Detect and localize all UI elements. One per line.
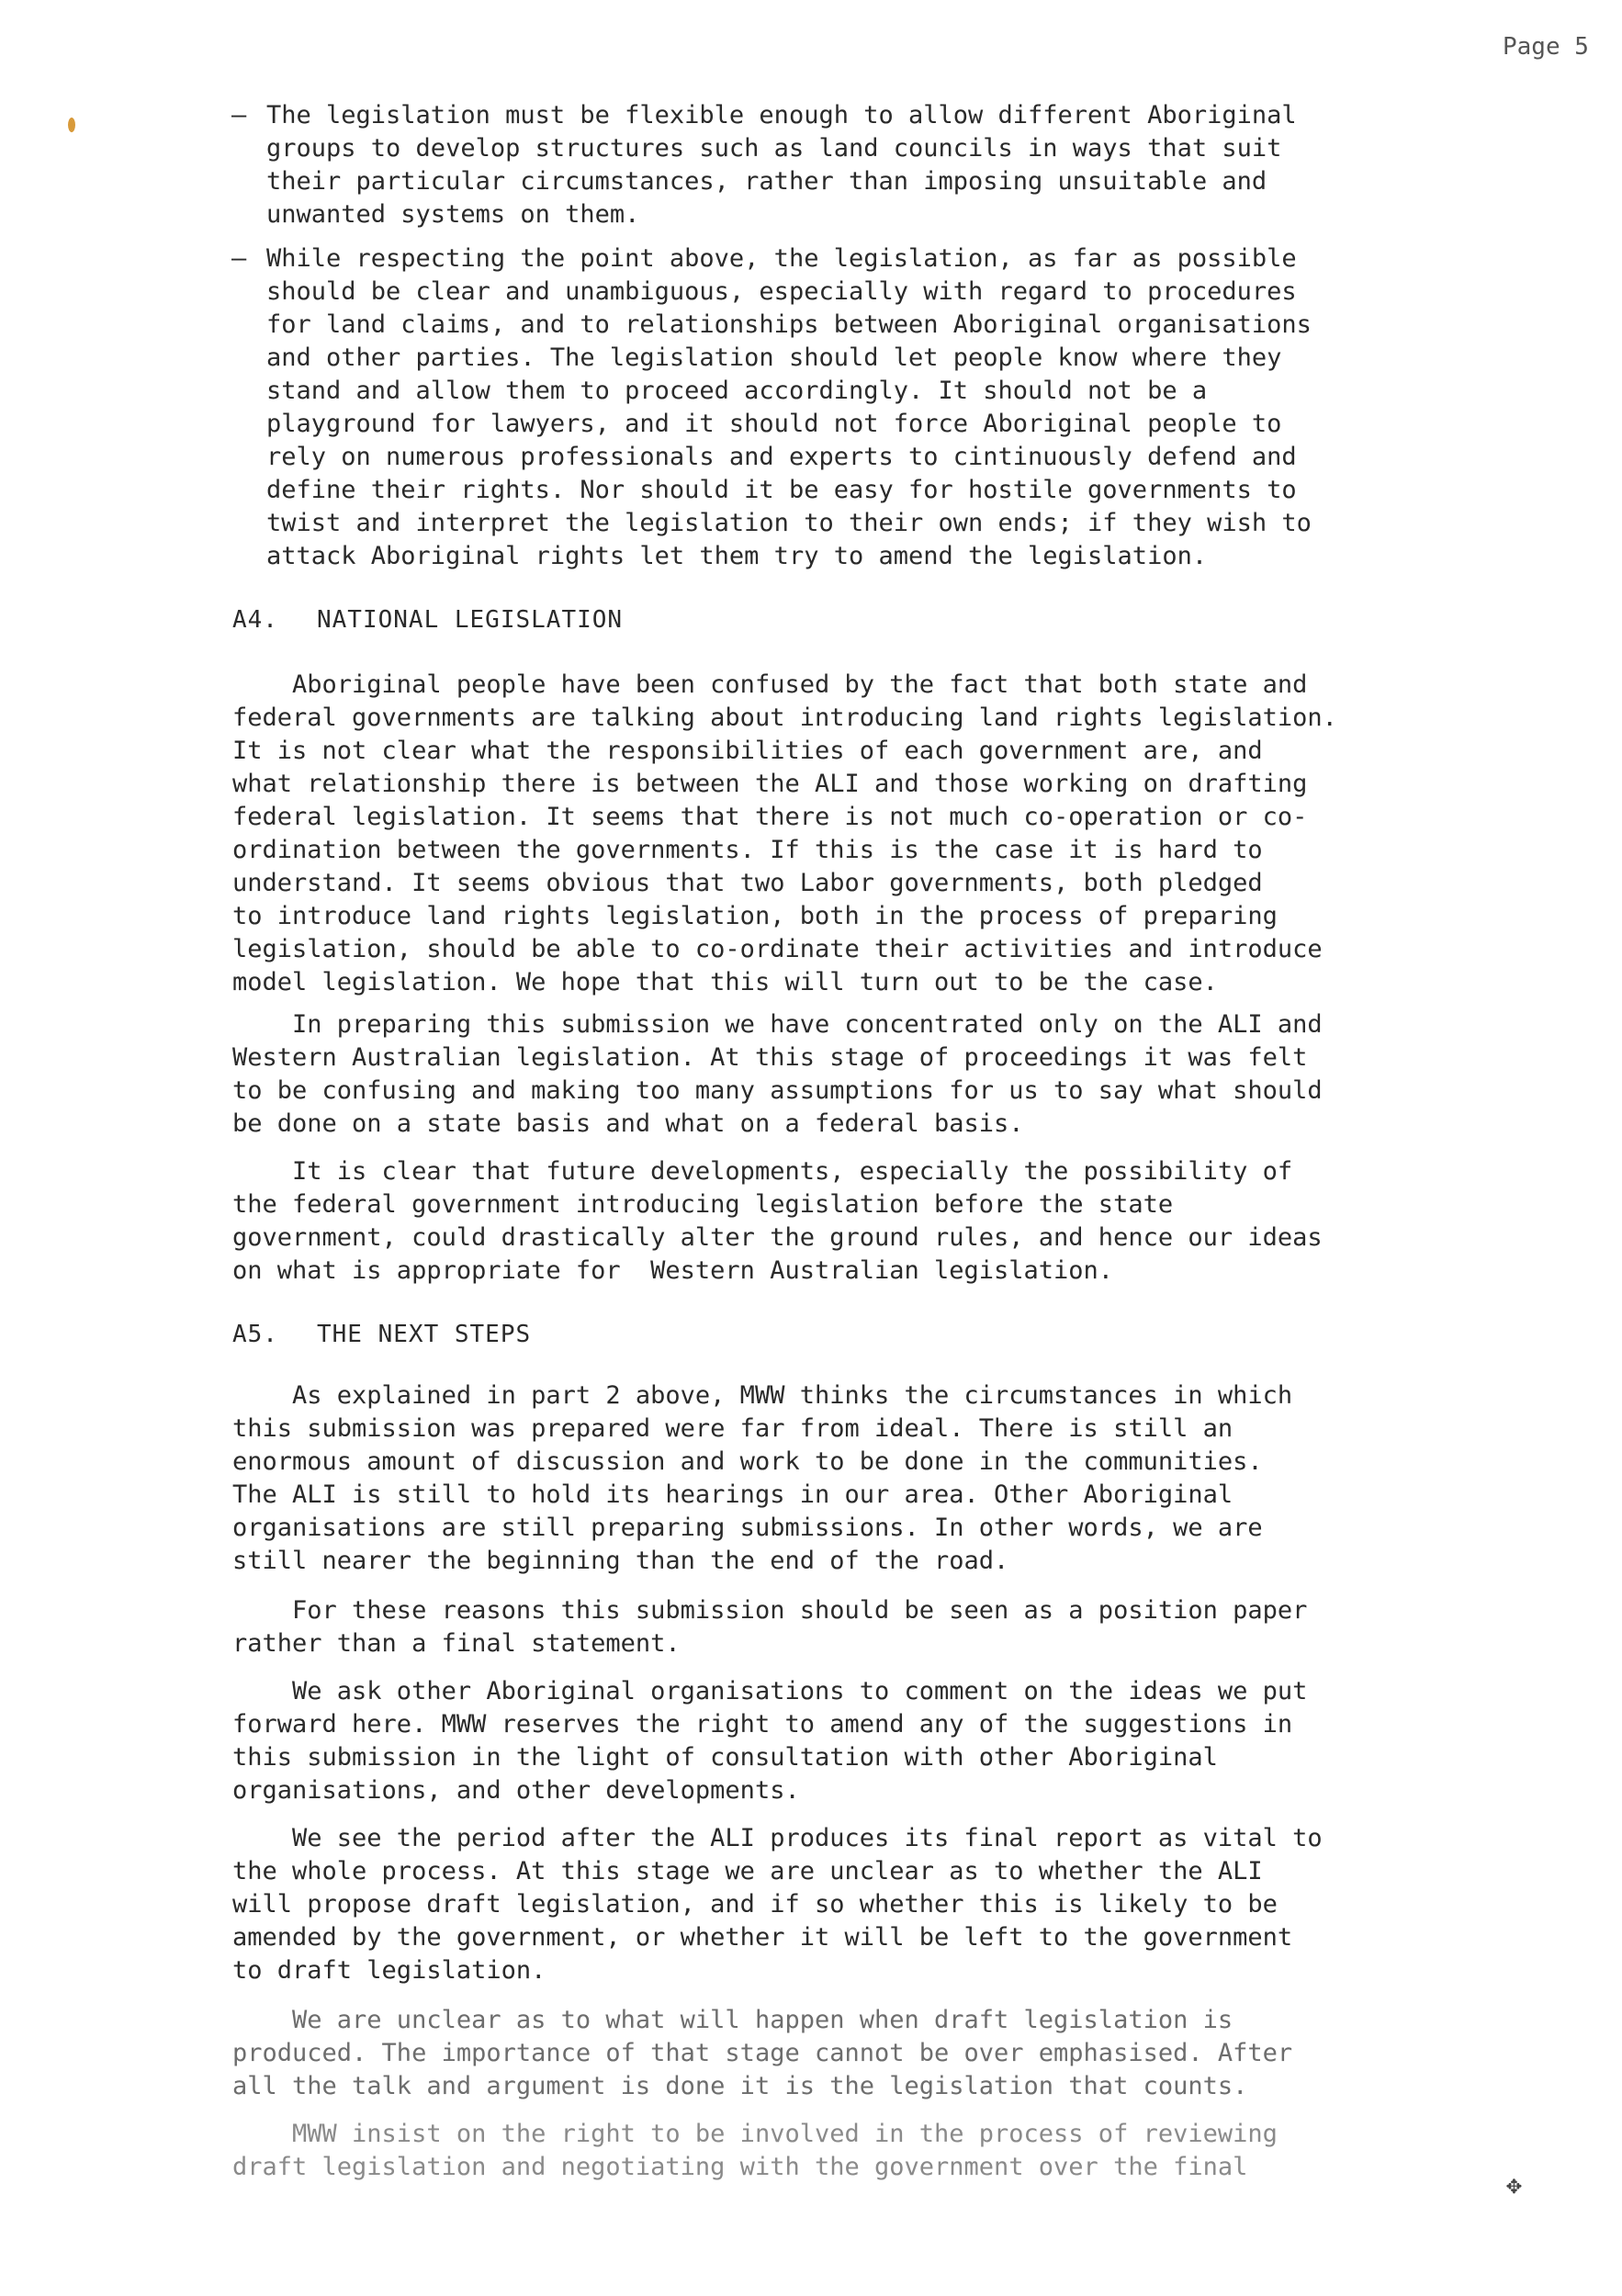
text-line: rather than a final statement. <box>232 1629 681 1658</box>
text-line: federal legislation. It seems that there is not much co-operation or co- <box>232 803 1308 831</box>
text-line: legislation, should be able to co-ordinate their activities and introduce <box>232 935 1323 963</box>
text-line: unwanted systems on them. <box>266 200 640 229</box>
text-line: for land claims, and to relationships between Aboriginal organisations <box>266 310 1312 339</box>
text-line: We are unclear as to what will happen when draft legislation is <box>232 2006 1233 2034</box>
paragraph <box>232 1822 1537 1987</box>
text-line: Western Australian legislation. At this stage of proceedings it was felt <box>232 1043 1308 1072</box>
text-line: ordination between the governments. If this is the case it is hard to <box>232 836 1263 864</box>
text-line: MWW insist on the right to be involved in the process of reviewing <box>232 2120 1278 2148</box>
text-line: The legislation must be flexible enough to allow different Aboriginal <box>266 101 1297 129</box>
text-line: their particular circumstances, rather than imposing unsuitable and <box>266 167 1267 196</box>
bullet-item-clarity <box>231 242 1499 573</box>
text-line: model legislation. We hope that this will turn out to be the case. <box>232 968 1218 996</box>
section-heading-a4 <box>232 606 623 634</box>
text-line: While respecting the point above, the legislation, as far as possible <box>266 244 1297 273</box>
text-line: twist and interpret the legislation to their own ends; if they wish to <box>266 509 1312 537</box>
paragraph <box>232 669 1537 999</box>
text-line: this submission was prepared were far from ideal. There is still an <box>232 1414 1233 1443</box>
paragraph <box>232 1008 1537 1141</box>
text-line: groups to develop structures such as land councils in ways that suit <box>266 134 1282 163</box>
page-number: Page 5 <box>1503 33 1589 61</box>
bullet-dash: – <box>231 244 247 273</box>
section-number: A5. <box>232 1321 278 1348</box>
text-line: to be confusing and making too many assumptions for us to say what should <box>232 1076 1323 1105</box>
paragraph <box>232 1594 1537 1660</box>
paragraph <box>232 2004 1537 2103</box>
text-line: this submission in the light of consultation with other Aboriginal <box>232 1743 1218 1772</box>
section-title: NATIONAL LEGISLATION <box>317 606 624 634</box>
paragraph <box>232 1675 1537 1807</box>
text-line: We ask other Aboriginal organisations to comment on the ideas we put <box>232 1677 1308 1705</box>
text-line: It is not clear what the responsibilities of each government are, and <box>232 737 1263 765</box>
paragraph <box>232 2118 1537 2184</box>
text-line: produced. The importance of that stage cannot be over emphasised. After <box>232 2039 1293 2067</box>
section-heading-a5 <box>232 1321 531 1348</box>
text-line: what relationship there is between the ALI and those working on drafting <box>232 770 1308 798</box>
text-line: define their rights. Nor should it be easy for hostile governments to <box>266 476 1297 504</box>
paragraph <box>232 1155 1537 1288</box>
text-line: on what is appropriate for Western Australian legislation. <box>232 1256 1114 1285</box>
text-line: It is clear that future developments, especially the possibility of <box>232 1157 1293 1186</box>
text-line: to draft legislation. <box>232 1956 546 1985</box>
text-line: still nearer the beginning than the end of the road. <box>232 1547 1009 1575</box>
text-line: In preparing this submission we have concentrated only on the ALI and <box>232 1010 1323 1039</box>
text-line: Aboriginal people have been confused by the fact that both state and <box>232 670 1308 699</box>
text-line: will propose draft legislation, and if so whether this is likely to be <box>232 1890 1278 1919</box>
bullet-dash: – <box>231 101 247 129</box>
text-line: the whole process. At this stage we are unclear as to whether the ALI <box>232 1857 1263 1885</box>
text-line: draft legislation and negotiating with the government over the final <box>232 2153 1248 2181</box>
text-line: should be clear and unambiguous, especially with regard to procedures <box>266 277 1297 306</box>
section-number: A4. <box>232 606 278 634</box>
text-line: playground for lawyers, and it should not force Aboriginal people to <box>266 410 1282 438</box>
bullet-item-flexibility <box>231 99 1499 231</box>
text-line: all the talk and argument is done it is the legislation that counts. <box>232 2072 1248 2100</box>
text-line: attack Aboriginal rights let them try to amend the legislation. <box>266 542 1208 570</box>
text-line: We see the period after the ALI produces its final report as vital to <box>232 1824 1323 1852</box>
text-line: enormous amount of discussion and work to be done in the communities. <box>232 1447 1263 1476</box>
text-line: federal governments are talking about introducing land rights legislation. <box>232 703 1337 732</box>
text-line: and other parties. The legislation should let people know where they <box>266 343 1282 372</box>
text-line: organisations are still preparing submissions. In other words, we are <box>232 1514 1263 1542</box>
text-line: stand and allow them to proceed accordingly. It should not be a <box>266 377 1208 405</box>
section-title: THE NEXT STEPS <box>317 1321 532 1348</box>
text-line: forward here. MWW reserves the right to amend any of the suggestions in <box>232 1710 1293 1739</box>
ink-mark <box>68 118 75 132</box>
text-line: For these reasons this submission should be seen as a position paper <box>232 1596 1308 1625</box>
paragraph <box>232 1379 1537 1578</box>
text-line: government, could drastically alter the ground rules, and hence our ideas <box>232 1223 1323 1252</box>
ink-stamp-icon: ✥ <box>1506 2169 1522 2200</box>
text-line: As explained in part 2 above, MWW thinks the circumstances in which <box>232 1381 1293 1410</box>
text-line: the federal government introducing legislation before the state <box>232 1190 1174 1219</box>
text-line: amended by the government, or whether it will be left to the government <box>232 1923 1293 1952</box>
text-line: to introduce land rights legislation, both in the process of preparing <box>232 902 1278 930</box>
text-line: rely on numerous professionals and experts to cintinuously defend and <box>266 443 1297 471</box>
text-line: organisations, and other developments. <box>232 1776 800 1805</box>
text-line: The ALI is still to hold its hearings in our area. Other Aboriginal <box>232 1480 1233 1509</box>
text-line: be done on a state basis and what on a federal basis. <box>232 1109 1024 1138</box>
text-line: understand. It seems obvious that two Labor governments, both pledged <box>232 869 1263 897</box>
